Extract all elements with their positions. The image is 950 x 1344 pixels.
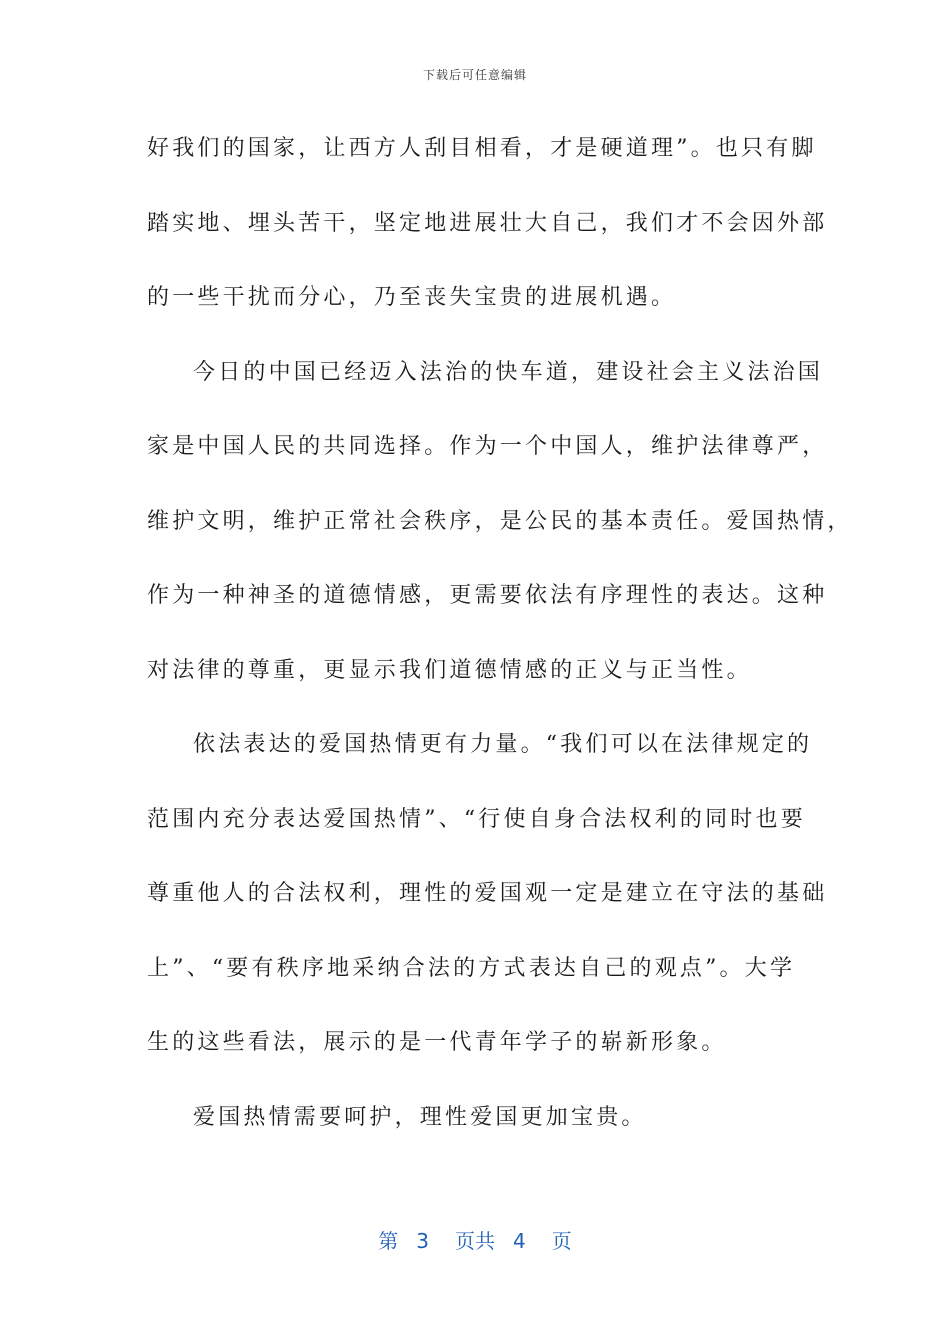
text-line: 对法律的尊重，更显示我们道德情感的正义与正当性。: [147, 657, 752, 683]
text-line: 家是中国人民的共同选择。作为一个中国人，维护法律尊严，: [147, 434, 828, 459]
page-number-footer: [0, 1225, 950, 1254]
text-line: 上”、“要有秩序地采纳合法的方式表达自己的观点”。大学: [147, 955, 796, 981]
text-line: 好我们的国家，让西方人刮目相看，才是硬道理”。也只有脚: [147, 136, 817, 161]
current-page-number: 3: [416, 1229, 429, 1253]
text-line: 作为一种神圣的道德情感，更需要依法有序理性的表达。这种: [147, 583, 828, 608]
page-label-suffix: 页: [551, 1229, 572, 1253]
page-label-prefix: 第: [378, 1229, 399, 1253]
text-line: 踏实地、埋头苦干，坚定地进展壮大自己，我们才不会因外部: [147, 210, 828, 236]
text-line: 生的这些看法，展示的是一代青年学子的崭新形象。: [147, 1030, 727, 1055]
text-line: 范围内充分表达爱国热情”、“行使自身合法权利的同时也要: [147, 806, 806, 832]
document-body: [147, 112, 853, 1155]
paragraph-start-line: 依法表达的爱国热情更有力量。“我们可以在法律规定的: [193, 732, 813, 757]
paragraph-start-line: 今日的中国已经迈入法治的快车道，建设社会主义法治国: [193, 359, 824, 385]
header-note: 下载后可任意编辑: [422, 68, 527, 82]
text-line: 尊重他人的合法权利，理性的爱国观一定是建立在守法的基础: [147, 881, 828, 906]
text-line: 维护文明，维护正常社会秩序，是公民的基本责任。爱国热情，: [147, 508, 853, 534]
page-label-mid: 页共: [455, 1229, 495, 1253]
total-pages-number: 4: [513, 1229, 526, 1253]
text-line: 的一些干扰而分心，乃至丧失宝贵的进展机遇。: [147, 285, 677, 310]
paragraph-start-line: 爱国热情需要呵护，理性爱国更加宝贵。: [193, 1104, 647, 1130]
